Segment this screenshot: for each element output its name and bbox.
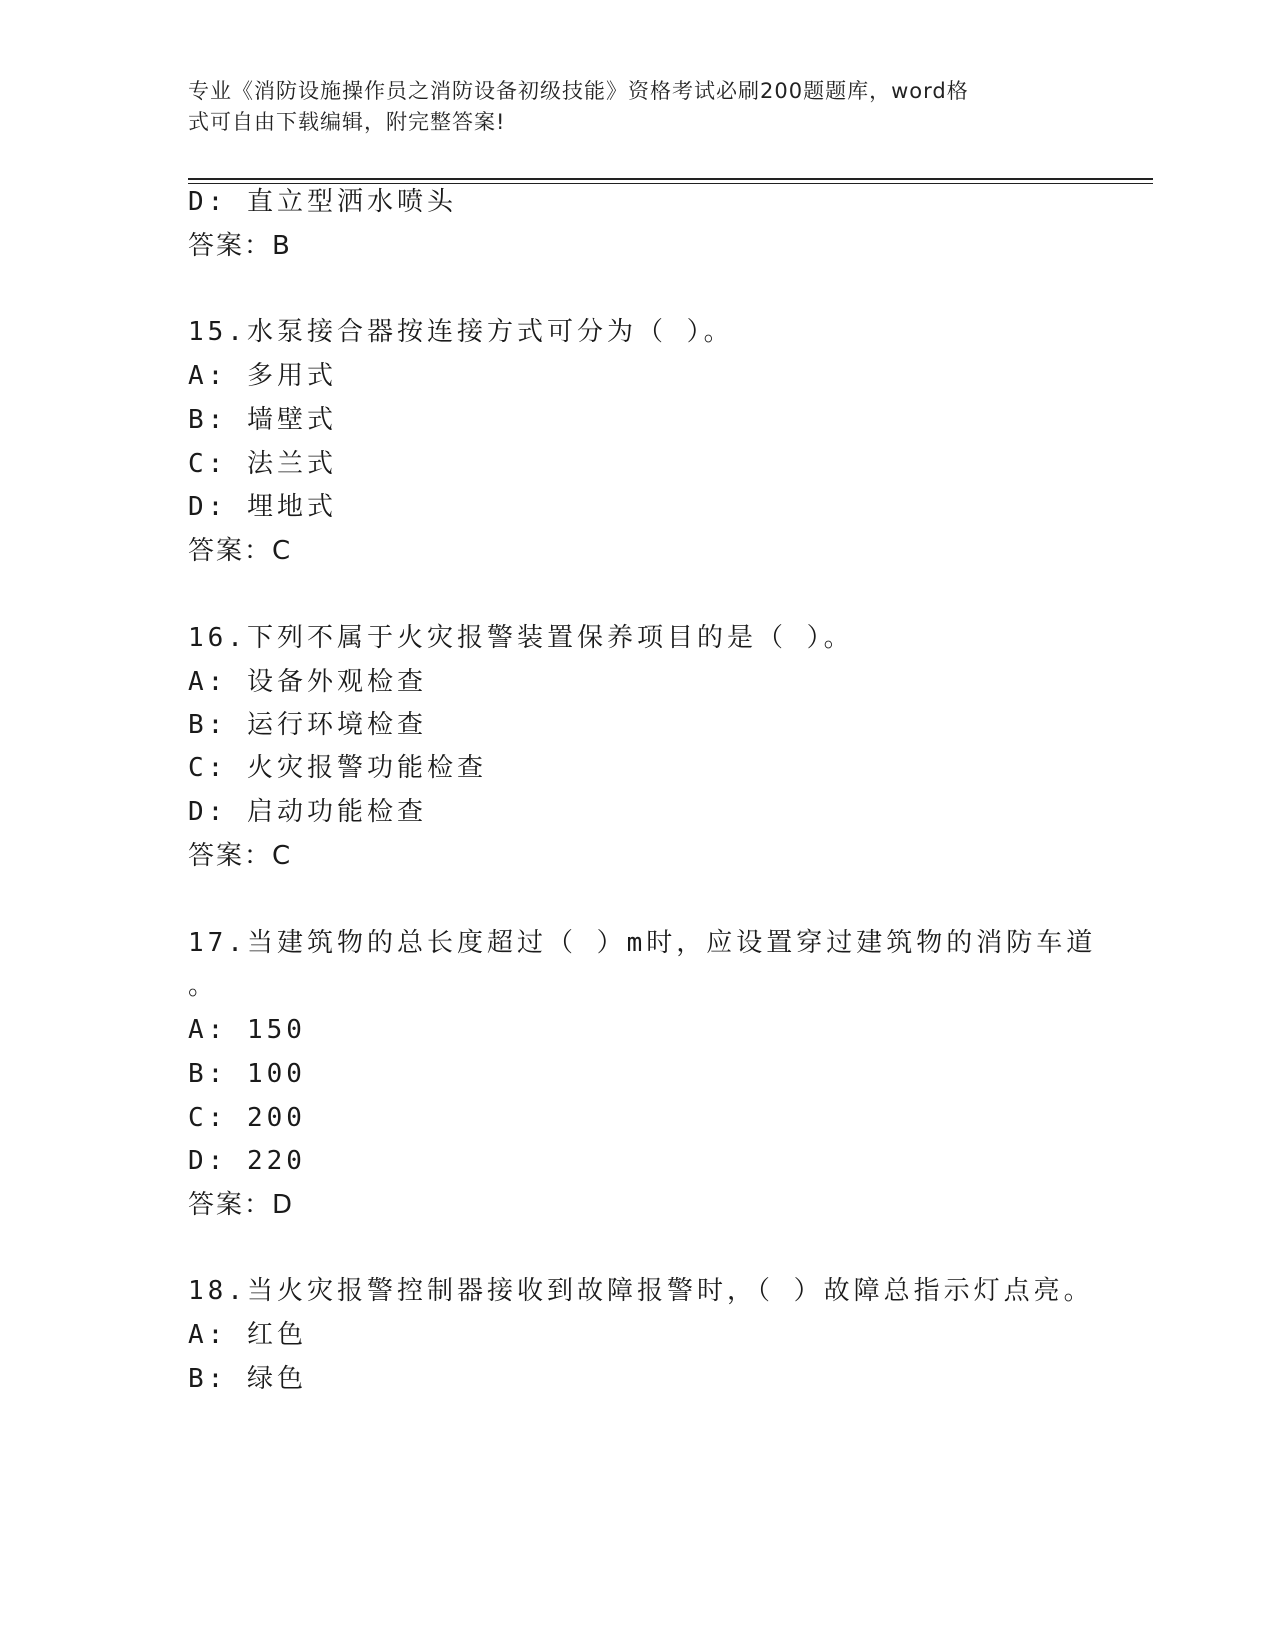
document-header [188,76,1068,138]
prev-option-d: D: 直立型洒水喷头 [188,187,457,217]
header-divider [188,178,1153,180]
q15-stem: 15.水泵接合器按连接方式可分为（ ）。 [188,317,734,347]
q17-stem-line-2: 。 [188,971,219,1001]
q17-option-a: A: 150 [188,1015,306,1045]
q17-option-c: C: 200 [188,1103,306,1133]
q15-option-c: C: 法兰式 [188,449,337,479]
q15-option-a: A: 多用式 [188,361,337,391]
q17-option-b: B: 100 [188,1059,306,1089]
q16-stem: 16.下列不属于火灾报警装置保养项目的是（ ）。 [188,623,854,653]
q17-stem-line-1: 17.当建筑物的总长度超过（ ）m时，应设置穿过建筑物的消防车道 [188,928,1097,958]
q17-option-d: D: 220 [188,1146,306,1176]
header-line-2: 式可自由下载编辑，附完整答案! [188,110,506,134]
q16-answer: 答案：C [188,841,293,871]
header-line-1: 专业《消防设施操作员之消防设备初级技能》资格考试必刷200题题库，word格 [188,79,969,103]
q15-option-d: D: 埋地式 [188,492,337,522]
q18-option-a: A: 红色 [188,1320,307,1350]
q18-option-b: B: 绿色 [188,1364,307,1394]
q15-answer: 答案：C [188,536,293,566]
q17-answer: 答案：D [188,1190,295,1220]
header-divider-thin [188,183,1153,184]
q16-option-b: B: 运行环境检查 [188,710,427,740]
q16-option-d: D: 启动功能检查 [188,797,427,827]
prev-answer: 答案：B [188,231,292,261]
q18-stem: 18.当火灾报警控制器接收到故障报警时，（ ）故障总指示灯点亮。 [188,1276,1094,1306]
q15-option-b: B: 墙壁式 [188,405,337,435]
q16-option-a: A: 设备外观检查 [188,667,427,697]
q16-option-c: C: 火灾报警功能检查 [188,753,487,783]
